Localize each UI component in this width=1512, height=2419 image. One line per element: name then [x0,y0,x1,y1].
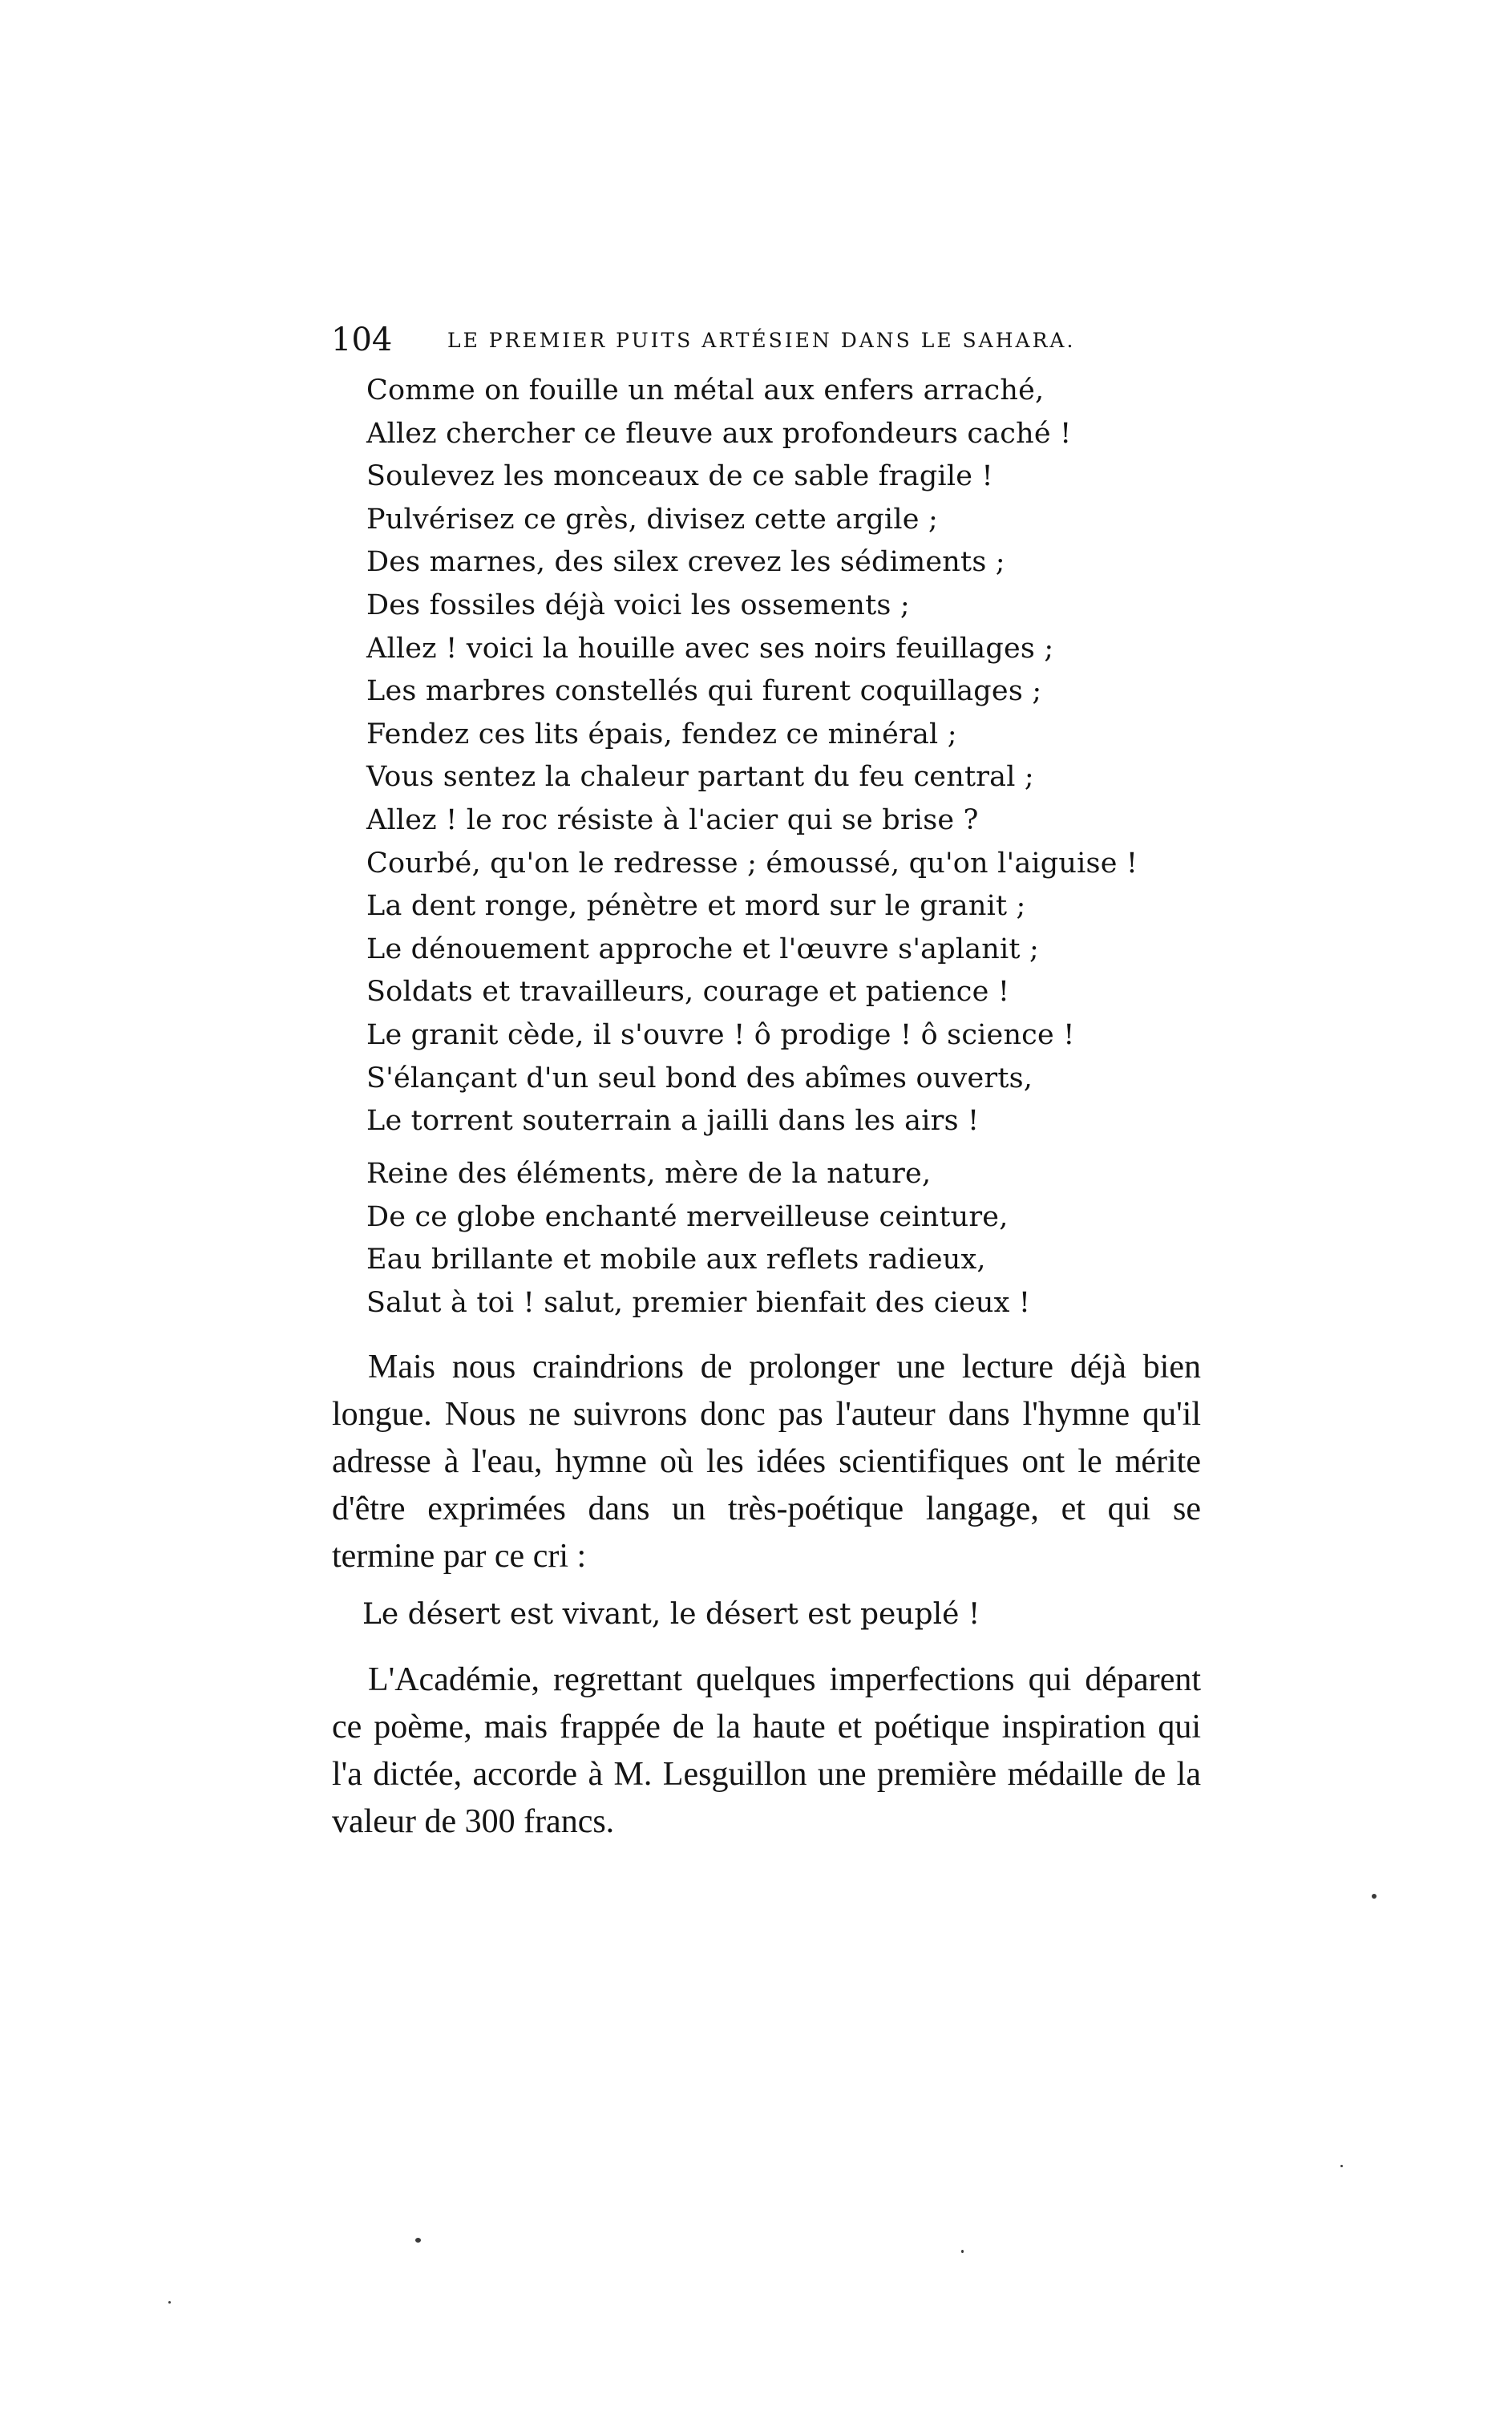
verse-line: Courbé, qu'on le redresse ; émoussé, qu'on l'aiguise ! [366,847,1138,880]
verse-line: Pulvérisez ce grès, divisez cette argile ; [366,503,938,536]
verse-line: Vous sentez la chaleur partant du feu central ; [366,761,1034,794]
ink-speck [1340,2165,1343,2167]
ink-speck [415,2238,421,2243]
prose-paragraph: L'Académie, regrettant quelques imperfections qui déparent ce poème, mais frappée de la haute et poétique inspiration qui l'a dictée, accorde à M. Lesguillon une première médaille de la valeur de 300 francs. [332,1661,1201,1840]
ink-speck [1372,1894,1377,1899]
verse-line: Reine des éléments, mère de la nature, [366,1158,932,1190]
verse-line: Soldats et travailleurs, courage et patience ! [366,976,1010,1009]
verse-line: Des marnes, des silex crevez les sédiments ; [366,546,1005,579]
running-head [331,319,1173,361]
verse-line: Fendez ces lits épais, fendez ce minéral ; [366,718,957,750]
ink-speck [961,2250,964,2253]
verse-line: La dent ronge, pénètre et mord sur le granit ; [366,890,1026,923]
prose-paragraph: Mais nous craindrions de prolonger une lecture déjà bien longue. Nous ne suivrons donc pas l'auteur dans l'hymne qu'il adresse à l'eau, hymne où les idées scientifiques ont le mérite d'être exprimées dans un très-poétique langage, et qui se termine par ce cri : [332,1349,1201,1575]
verse-line: Les marbres constellés qui furent coquillages ; [366,675,1042,708]
prose-block-2 [332,1656,1201,1846]
verse-line: Le dénouement approche et l'œuvre s'aplanit ; [366,932,1040,965]
verse-line: De ce globe enchanté merveilleuse ceinture, [366,1200,1009,1233]
verse-stanza-1 [366,370,1138,1143]
page-number: 104 [331,322,393,358]
verse-line: Eau brillante et mobile aux reflets radieux, [366,1244,986,1276]
quoted-verse-line: Le désert est vivant, le désert est peuplé ! [362,1598,980,1631]
verse-line: Des fossiles déjà voici les ossements ; [366,589,910,621]
verse-line: Salut à toi ! salut, premier bienfait des cieux ! [366,1286,1031,1319]
verse-line: S'élançant d'un seul bond des abîmes ouverts, [366,1062,1033,1094]
verse-line: Allez ! voici la houille avec ses noirs feuillages ; [366,632,1054,665]
verse-stanza-2 [366,1153,1030,1325]
verse-line: Le torrent souterrain a jailli dans les airs ! [366,1105,980,1138]
verse-line: Le granit cède, il s'ouvre ! ô prodige ! ô science ! [366,1018,1075,1051]
verse-line: Allez chercher ce fleuve aux profondeurs caché ! [366,417,1072,450]
verse-line: Soulevez les monceaux de ce sable fragile ! [366,460,993,493]
prose-block-1 [332,1344,1201,1580]
verse-line: Allez ! le roc résiste à l'acier qui se brise ? [366,803,979,836]
verse-line: Comme on fouille un métal aux enfers arraché, [366,374,1045,407]
ink-speck [168,2301,171,2304]
running-title: LE PREMIER PUITS ARTÉSIEN DANS LE SAHARA. [447,329,1076,352]
